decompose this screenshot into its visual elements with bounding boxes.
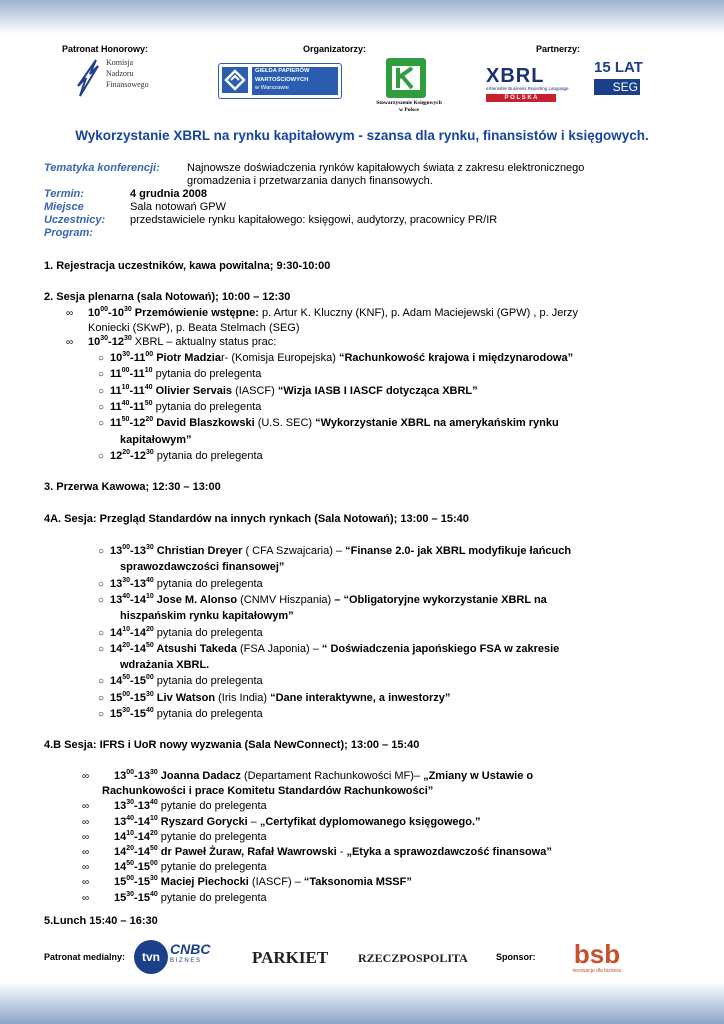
- knf-line-1: Komisja: [106, 58, 134, 67]
- patronat-label: Patronat Honorowy:: [62, 44, 149, 54]
- program-item: [82, 769, 534, 784]
- xbrl-subtitle: eXtensible Business Reporting Language: [486, 86, 569, 91]
- time-start: 15: [114, 891, 127, 904]
- time-range: [114, 876, 158, 888]
- s2-item-2: [66, 335, 276, 350]
- time-end-min: 30: [145, 448, 154, 456]
- time-range: [110, 708, 154, 720]
- time-end-min: 20: [145, 625, 154, 633]
- time-end: -15: [130, 691, 146, 704]
- talk-topic: – “Obligatoryjne wykorzystanie XBRL na: [334, 593, 547, 606]
- time-start-min: 10: [121, 383, 130, 391]
- time-end: -14: [134, 846, 150, 858]
- infinity-bullet-icon: ∞: [82, 892, 90, 904]
- talk-topic: “Wykorzystanie XBRL na amerykańskim rynku: [315, 417, 559, 430]
- s2-item-2-text: XBRL – aktualny status prac:: [131, 336, 277, 348]
- speaker-org: (IASCF): [232, 384, 278, 397]
- program-item: [82, 845, 552, 860]
- speaker-org: –: [247, 815, 260, 828]
- tvn-logo: tvn: [134, 940, 168, 974]
- speaker-org: (FSA Japonia) –: [236, 642, 322, 655]
- time-start: 14: [114, 830, 127, 843]
- talk-topic: „Etyka a sprawozdawczość finansowa”: [346, 846, 552, 858]
- item-note: pytania do prelegenta: [153, 626, 263, 639]
- uczestnicy-label: Uczestnicy:: [44, 214, 106, 226]
- s2-item-1: [66, 306, 646, 321]
- time-start: 12: [110, 449, 123, 462]
- partnerzy-label: Partnerzy:: [536, 44, 581, 54]
- program-item: [82, 814, 481, 830]
- time-start-min: 40: [121, 399, 130, 407]
- program-item: [82, 799, 267, 814]
- time-start: 14: [114, 846, 127, 858]
- gpw-logo: [218, 63, 342, 99]
- time-range: [110, 385, 153, 397]
- time-end: -14: [134, 815, 150, 828]
- program-item: [98, 367, 261, 382]
- speaker-name: Ryszard Gorycki: [157, 815, 248, 828]
- time-end: -13: [134, 800, 150, 813]
- time-end-min: 10: [144, 367, 153, 375]
- talk-topic: „Certyfikat dyplomowanego księgowego.”: [259, 815, 481, 828]
- gpw-line-2: WARTOŚCIOWYCH: [255, 76, 309, 83]
- time-start: 10: [88, 336, 101, 348]
- time-end: -14: [130, 593, 146, 606]
- knf-logo: [72, 56, 162, 100]
- miejsce-label: Miejsce: [44, 201, 84, 213]
- time-range: [110, 594, 154, 606]
- bsb-logo: [562, 940, 632, 974]
- time-end: -10: [108, 307, 124, 319]
- circle-bullet-icon: ○: [98, 594, 105, 606]
- talk-topic: “Rachunkowość krajowa i międzynarodowa”: [338, 352, 574, 364]
- speaker-name: Piotr Madzia: [153, 352, 221, 364]
- circle-bullet-icon: ○: [98, 369, 105, 381]
- time-start: 13: [110, 545, 123, 557]
- skwp-emblem-icon: [386, 58, 426, 98]
- speaker-name: dr Paweł Żuraw, Rafał Wawrowski: [157, 846, 337, 858]
- program-item: [98, 642, 559, 657]
- section-5: 5.Lunch 15:40 – 16:30: [44, 915, 158, 927]
- item-note: pytania do prelegenta: [153, 708, 263, 720]
- time-start: 11: [110, 400, 122, 413]
- speaker-name: Joanna Dadacz: [157, 770, 241, 782]
- talk-topic: “Finanse 2.0- jak XBRL modyfikuje łańcuch: [345, 545, 572, 557]
- infinity-bullet-icon: ∞: [82, 877, 90, 889]
- time-start-min: 50: [121, 416, 130, 424]
- time-end-min: 30: [149, 769, 158, 776]
- seg-name: SEG: [594, 79, 640, 95]
- time-start: 10: [110, 352, 123, 364]
- time-end-min: 50: [145, 641, 154, 649]
- time-start-min: 50: [122, 674, 131, 682]
- time-range: [114, 800, 158, 812]
- bottom-gradient-band: [0, 982, 724, 1024]
- time-range: [114, 846, 158, 858]
- time-range: [110, 368, 153, 380]
- circle-bullet-icon: ○: [98, 709, 105, 720]
- time-start-min: 30: [122, 576, 131, 584]
- time-end-min: 40: [145, 707, 154, 714]
- infinity-bullet-icon: ∞: [82, 801, 90, 813]
- time-end: -15: [130, 675, 146, 688]
- time-end-min: 40: [149, 890, 158, 898]
- time-start: 14: [110, 626, 123, 639]
- xbrl-country: P O L S K A: [486, 94, 556, 102]
- seg-years: 15 LAT: [594, 59, 643, 76]
- infinity-bullet-icon: ∞: [82, 831, 90, 843]
- time-end: -13: [130, 577, 146, 590]
- time-end-min: 30: [149, 875, 158, 883]
- time-start-min: 40: [126, 814, 135, 822]
- program-item: [98, 384, 478, 399]
- time-start: 15: [114, 876, 127, 889]
- time-range: [114, 892, 158, 904]
- time-end-min: 30: [123, 306, 132, 313]
- time-start: 15: [110, 708, 123, 720]
- program-item: [98, 449, 263, 464]
- circle-bullet-icon: ○: [98, 418, 105, 430]
- speaker-org: (Departament Rachunkowości MF)–: [240, 770, 424, 782]
- program-item: [98, 626, 263, 641]
- talk-topic-cont: Rachunkowości i prace Komitetu Standardów Rachunkowości”: [102, 785, 434, 798]
- time-start: 14: [110, 675, 123, 688]
- sponsor-label: Sponsor:: [496, 952, 536, 962]
- program-item: [98, 400, 261, 415]
- speaker-name: Christian Dreyer: [153, 545, 243, 557]
- circle-bullet-icon: ○: [98, 627, 105, 639]
- time-end: -14: [130, 642, 146, 655]
- seg-logo: [594, 60, 644, 100]
- section-2: 2. Sesja plenarna (sala Notowań); 10:00 – 12:30: [44, 291, 291, 303]
- time-start: 11: [110, 384, 122, 397]
- time-range: [110, 578, 154, 590]
- speaker-org: (Iris India): [215, 691, 271, 704]
- termin-label: Termin:: [44, 188, 84, 200]
- speaker-name: Atsushi Takeda: [153, 642, 237, 655]
- time-start-min: 30: [122, 707, 131, 714]
- time-range: [110, 675, 154, 687]
- talk-topic: “ Doświadczenia japońskiego FSA w zakresie: [321, 642, 560, 655]
- program-item: [98, 351, 573, 366]
- time-end: -13: [130, 545, 146, 557]
- speaker-name: Maciej Piechocki: [157, 876, 249, 889]
- item-note: pytanie do prelegenta: [157, 800, 267, 813]
- time-start-min: 30: [100, 335, 109, 342]
- gpw-emblem-icon: [222, 67, 248, 93]
- program-item: [82, 890, 267, 906]
- item-note: pytania do prelegenta: [153, 675, 263, 688]
- item-note: pytania do prelegenta: [152, 400, 262, 413]
- time-start: 13: [110, 577, 123, 590]
- tematyka-line-2: gromadzenia i przetwarzania danych finansowych.: [187, 175, 433, 187]
- speaker-org: (CNMV Hiszpania): [237, 593, 335, 606]
- time-end: -15: [130, 708, 146, 720]
- time-end: -11: [129, 384, 145, 397]
- gpw-line-3: w Warszawie: [255, 85, 289, 91]
- time-start: 11: [110, 417, 122, 430]
- cnbc-wordmark: CNBC: [170, 941, 211, 957]
- circle-bullet-icon: ○: [98, 692, 105, 704]
- circle-bullet-icon: ○: [98, 385, 105, 397]
- time-end-min: 50: [144, 399, 153, 407]
- item-note: pytania do prelegenta: [153, 577, 263, 590]
- time-start-min: 00: [100, 306, 109, 313]
- time-range: [114, 831, 158, 843]
- time-range: [110, 352, 153, 364]
- time-end-min: 30: [145, 690, 154, 698]
- program-item: [98, 691, 450, 706]
- rzeczpospolita-logo: RZECZPOSPOLITA: [358, 951, 468, 965]
- time-start-min: 00: [122, 690, 131, 698]
- speaker-name: Jose M. Alonso: [153, 593, 238, 606]
- circle-bullet-icon: ○: [98, 401, 105, 413]
- time-range: [110, 450, 154, 462]
- speaker-name: David Blaszkowski: [153, 417, 255, 430]
- infinity-bullet-icon: ∞: [66, 308, 74, 319]
- knf-line-3: Finansowego: [106, 80, 149, 89]
- skwp-line-1: Stowarzyszenie Księgowych: [376, 100, 442, 106]
- organizatorzy-label: Organizatorzy:: [303, 44, 367, 54]
- time-start-min: 50: [126, 860, 135, 868]
- infinity-bullet-icon: ∞: [82, 847, 90, 858]
- time-start-min: 30: [126, 890, 135, 898]
- time-end-min: 00: [149, 860, 158, 868]
- section-1: 1. Rejestracja uczestników, kawa powitalna; 9:30-10:00: [44, 260, 331, 272]
- time-start-min: 20: [122, 641, 131, 649]
- time-end-min: 00: [145, 351, 154, 358]
- circle-bullet-icon: ○: [98, 546, 105, 557]
- time-end-min: 20: [149, 829, 158, 837]
- time-end-min: 20: [145, 416, 154, 424]
- infinity-bullet-icon: ∞: [66, 337, 74, 348]
- speaker-org: -: [336, 846, 347, 858]
- s2-item-1-text: p. Artur K. Kluczny (KNF), p. Adam Maciejewski (GPW) , p. Jerzy: [258, 307, 578, 319]
- time-start: 15: [110, 691, 123, 704]
- program-label: Program:: [44, 227, 93, 239]
- time-start: 10: [88, 307, 101, 319]
- talk-topic: “Dane interaktywne, a inwestorzy”: [270, 691, 451, 704]
- time-end-min: 40: [144, 383, 153, 391]
- program-item: [98, 416, 559, 431]
- circle-bullet-icon: ○: [98, 353, 105, 364]
- time-end-min: 10: [145, 592, 154, 600]
- time-end: -12: [129, 417, 146, 430]
- speaker-name: Liv Watson: [153, 691, 216, 704]
- time-range: [114, 861, 158, 873]
- time-start-min: 10: [126, 829, 135, 837]
- talk-topic-cont: wdrażania XBRL.: [120, 659, 210, 672]
- speaker-org: (IASCF) –: [248, 876, 304, 889]
- talk-topic-cont: hiszpańskim rynku kapitałowym”: [120, 610, 294, 623]
- time-range: [114, 770, 158, 782]
- program-item: [98, 544, 571, 559]
- item-note: pytanie do prelegenta: [157, 830, 267, 843]
- time-end: -11: [129, 400, 145, 413]
- speaker-org: r- (Komisja Europejska): [220, 352, 339, 364]
- time-range: [110, 692, 154, 704]
- circle-bullet-icon: ○: [98, 676, 105, 688]
- time-end: -15: [134, 876, 150, 889]
- time-start: 13: [114, 800, 127, 813]
- talk-topic-cont: kapitałowym”: [120, 433, 192, 446]
- time-end: -15: [134, 861, 150, 874]
- program-item: [98, 577, 263, 592]
- time-start: 13: [110, 593, 123, 606]
- time-end-min: 50: [149, 845, 158, 852]
- infinity-bullet-icon: ∞: [82, 771, 90, 782]
- infinity-bullet-icon: ∞: [82, 862, 90, 874]
- cnbc-biznes: B I Z N E S: [170, 958, 201, 964]
- time-start-min: 20: [126, 845, 135, 852]
- section-4b: 4.B Sesja: IFRS i UoR nowy wyzwania (Sala NewConnect); 13:00 – 15:40: [44, 739, 420, 751]
- skwp-line-2: w Polsce: [398, 107, 419, 113]
- page-title: Wykorzystanie XBRL na rynku kapitałowym - szansa dla rynku, finansistów i księgowych.: [75, 128, 649, 143]
- talk-topic: “Wizja IASB I IASCF dotycząca XBRL”: [277, 384, 478, 397]
- time-end-min: 10: [149, 814, 158, 822]
- talk-topic: “Taksonomia MSSF”: [303, 876, 412, 889]
- time-start-min: 40: [122, 592, 131, 600]
- program-item: [98, 593, 547, 608]
- bsb-subtitle: innowacje dla biznesu: [572, 968, 622, 974]
- program-item: [82, 860, 267, 875]
- item-note: pytanie do prelegenta: [157, 891, 267, 904]
- time-start-min: 30: [126, 799, 135, 807]
- time-start: 11: [110, 368, 122, 381]
- time-range: [110, 401, 153, 413]
- speaker-org: (U.S. SEC): [254, 417, 316, 430]
- top-gradient-band: [0, 0, 724, 34]
- time-end-min: 40: [149, 799, 158, 807]
- time-start-min: 00: [126, 769, 135, 776]
- time-end-min: 30: [145, 544, 154, 551]
- time-end-min: 40: [145, 576, 154, 584]
- time-range: [110, 643, 154, 655]
- cnbc-logo: [170, 942, 242, 965]
- time-end: -12: [108, 336, 124, 348]
- program-item: [98, 674, 263, 689]
- time-start-min: 10: [122, 625, 131, 633]
- time-end-min: 00: [145, 674, 154, 682]
- info-block: [44, 162, 684, 240]
- s2-item-1-cont: Koniecki (SKwP), p. Beata Stelmach (SEG): [88, 322, 300, 334]
- miejsce-value: Sala notowań GPW: [130, 201, 226, 213]
- termin-value: 4 grudnia 2008: [130, 188, 208, 200]
- parkiet-logo: PARKIET: [252, 948, 329, 967]
- section-3: 3. Przerwa Kawowa; 12:30 – 13:00: [44, 481, 221, 493]
- uczestnicy-value: przedstawiciele rynku kapitałowego: księgowi, audytorzy, pracownicy PR/IR: [130, 214, 498, 226]
- time-start: 13: [114, 770, 127, 782]
- time-end: -13: [134, 770, 150, 782]
- time-range: [110, 545, 154, 557]
- time-end: -11: [130, 352, 146, 364]
- section-4a: 4A. Sesja: Przegląd Standardów na innych rynkach (Sala Notowań); 13:00 – 15:40: [44, 513, 469, 525]
- talk-topic-cont: sprawozdawczości finansowej”: [120, 561, 285, 574]
- s2-item-1-label: Przemówienie wstępne:: [131, 307, 259, 319]
- xbrl-wordmark: XBRL: [486, 65, 545, 87]
- time-range: [110, 627, 154, 639]
- time-start: 14: [114, 861, 127, 874]
- circle-bullet-icon: ○: [98, 450, 105, 462]
- time-start-min: 20: [122, 448, 131, 456]
- circle-bullet-icon: ○: [98, 643, 105, 655]
- item-note: pytania do prelegenta: [153, 449, 263, 462]
- talk-topic: „Zmiany w Ustawie o: [423, 770, 534, 782]
- tematyka-line-1: Najnowsze doświadczenia rynków kapitałowych świata z zakresu elektronicznego: [187, 162, 585, 174]
- xbrl-polska-logo: [486, 65, 569, 106]
- knf-emblem-icon: [72, 56, 102, 100]
- skwp-logo: [364, 56, 454, 116]
- program-item: [98, 707, 263, 722]
- time-end: -14: [130, 626, 146, 639]
- infinity-bullet-icon: ∞: [82, 816, 90, 828]
- knf-line-2: Nadzoru: [106, 69, 134, 78]
- time-start: 14: [110, 642, 123, 655]
- time-range: [110, 417, 153, 429]
- bsb-wordmark: bsb: [573, 939, 621, 969]
- item-note: pytanie do prelegenta: [157, 861, 267, 874]
- speaker-name: Olivier Servais: [152, 384, 233, 397]
- time-start-min: 00: [122, 544, 131, 551]
- time-start-min: 30: [122, 351, 131, 358]
- time-start-min: 00: [126, 875, 135, 883]
- time-start: 13: [114, 815, 127, 828]
- program-item: [82, 875, 412, 890]
- time-range: [114, 816, 158, 828]
- media-patronage-label: Patronat medialny:: [44, 952, 126, 962]
- time-end: -12: [130, 449, 146, 462]
- tematyka-label: Tematyka konferencji:: [44, 162, 160, 174]
- time-end-min: 30: [123, 335, 132, 342]
- item-note: pytania do prelegenta: [152, 368, 262, 381]
- program-item: [82, 829, 267, 845]
- speaker-org: ( CFA Szwajcaria) –: [242, 545, 346, 557]
- circle-bullet-icon: ○: [98, 578, 105, 590]
- time-end: -15: [134, 891, 150, 904]
- gpw-line-1: GIEŁDA PAPIERÓW: [255, 68, 310, 74]
- time-end: -11: [129, 368, 145, 381]
- time-start-min: 00: [121, 367, 130, 375]
- time-end: -14: [134, 830, 150, 843]
